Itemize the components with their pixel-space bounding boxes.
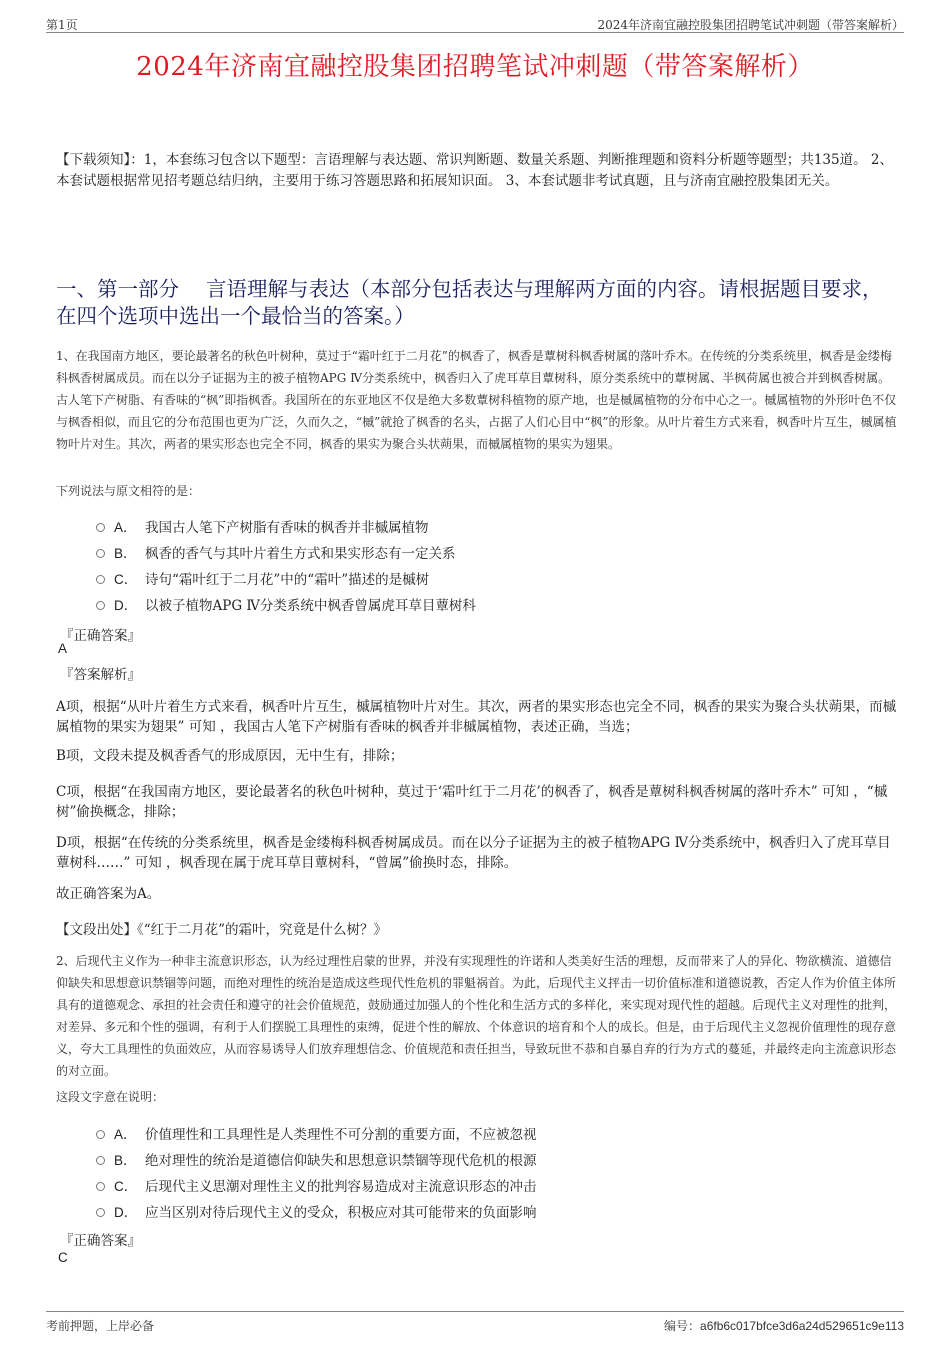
analysis-b: B项，文段未提及枫香香气的形成原因，无中生有，排除； — [56, 748, 404, 764]
radio-icon[interactable] — [96, 549, 105, 558]
question-1-options — [96, 513, 476, 617]
option-b[interactable]: B． 枫香的香气与其叶片着生方式和果实形态有一定关系 — [96, 539, 476, 565]
radio-icon[interactable] — [96, 1130, 105, 1139]
section-heading: 一、第一部分 言语理解与表达（本部分包括表达与理解两方面的内容。请根据题目要求，在四个选项中选出一个最恰当的答案。） — [56, 277, 883, 328]
option-a[interactable]: A． 我国古人笔下产树脂有香味的枫香并非槭属植物 — [96, 513, 476, 539]
question-1-prompt: 下列说法与原文相符的是： — [56, 484, 201, 498]
page-footer — [46, 1311, 904, 1334]
question-2-options — [96, 1120, 537, 1224]
radio-icon[interactable] — [96, 523, 105, 532]
option-d[interactable]: D． 应当区别对待后现代主义的受众，积极应对其可能带来的负面影响 — [96, 1198, 537, 1224]
radio-icon[interactable] — [96, 601, 105, 610]
option-c[interactable]: C． 后现代主义思潮对理性主义的批判容易造成对主流意识形态的冲击 — [96, 1172, 537, 1198]
passage-source: 【文段出处】《“红于二月花”的霜叶，究竟是什么树？》 — [56, 922, 388, 938]
radio-icon[interactable] — [96, 1156, 105, 1165]
document-code: 编号：a6fb6c017bfce3d6a24d529651c9e113 — [664, 1319, 904, 1333]
header-doc-title: 2024年济南宜融控股集团招聘笔试冲刺题（带答案解析） — [597, 18, 904, 32]
option-c[interactable]: C． 诗句“霜叶红于二月花”中的“霜叶”描述的是槭树 — [96, 565, 476, 591]
question-2-passage: 2、后现代主义作为一种非主流意识形态，认为经过理性启蒙的世界，并没有实现理性的许诺和人类美好生活的理想，反而带来了人的异化、物欲横流、道德信仰缺失和思想意识禁锢等问题，而绝对理性的统治是造成这些现代性危机的罪魁祸首。为此，后现代主义抨击一切价值标准和道德说教，否定人作为价值主体所具有的道德观念、承担的社会责任和遵守的社会价值规范，鼓励通过加强人的个性化和生活方式的多样化，来实现对现代性的超越。后现代主义对理性的批判，对差异、多元和个性的强调，有利于人们摆脱工具理性的束缚，促进个性的解放、个体意识的培育和个人的成长。但是，由于后现代主义忽视价值理性的现存意义，夸大工具理性的负面效应，从而容易诱导人们放弃理想信念、价值规范和责任担当，导致玩世不恭和自暴自弃的行为方式的蔓延，并最终走向主流意识形态的对立面。 — [56, 954, 897, 1078]
correct-answer-label: 『正确答案』 — [60, 1233, 141, 1249]
option-b[interactable]: B． 绝对理性的统治是道德信仰缺失和思想意识禁锢等现代危机的根源 — [96, 1146, 537, 1172]
radio-icon[interactable] — [96, 1182, 105, 1191]
download-notice: 【下载须知】：1，本套练习包含以下题型：言语理解与表达题、常识判断题、数量关系题、判断推理题和资料分析题等题型；共135道。 2、本套试题根据常见招考题总结归纳，主要用于练习答题思路和拓展知识面。 3、本套试题非考试真题，且与济南宜融控股集团无关。 — [56, 152, 893, 189]
page-title: 2024年济南宜融控股集团招聘笔试冲刺题（带答案解析） — [136, 52, 814, 82]
analysis-a: A项，根据“从叶片着生方式来看，枫香叶片互生，槭属植物叶片对生。其次，两者的果实形态也完全不同，枫香的果实为聚合头状蒴果，而槭属植物的果实为翅果” 可知 ，我国古人笔下产树脂有香味的枫香并非槭属植物，表述正确，当选； — [56, 699, 897, 735]
correct-answer: C — [58, 1250, 68, 1265]
question-2-prompt: 这段文字意在说明： — [56, 1090, 165, 1104]
question-1-passage: 1、在我国南方地区，要论最著名的秋色叶树种，莫过于“霜叶红于二月花”的枫香了，枫香是蕈树科枫香树属的落叶乔木。在传统的分类系统里，枫香是金缕梅科枫香树属成员。而在以分子证据为主的被子植物APG Ⅳ分类系统中，枫香归入了虎耳草目蕈树科，原分类系统中的蕈树属、半枫荷属也被合并到枫香树属。古人笔下产树脂、有香味的“枫”即指枫香。我国所在的东亚地区不仅是绝大多数蕈树科植物的原产地，也是槭属植物的分布中心之一。槭属植物的外形叶色不仅与枫香相似，而且它的分布范围也更为广泛，久而久之，“槭”就抢了枫香的名头，占据了人们心目中“枫”的形象。从叶片着生方式来看，枫香叶片互生，槭属植物叶片对生。其次，两者的果实形态也完全不同，枫香的果实为聚合头状蒴果，而槭属植物的果实为翅果。 — [56, 349, 897, 451]
radio-icon[interactable] — [96, 1208, 105, 1217]
correct-answer-label: 『正确答案』 — [60, 628, 141, 644]
analysis-d: D项，根据“在传统的分类系统里，枫香是金缕梅科枫香树属成员。而在以分子证据为主的被子植物APG Ⅳ分类系统中，枫香归入了虎耳草目蕈树科……” 可知 ，枫香现在属于虎耳草目蕈树科，“曾属”偷换时态，排除。 — [56, 835, 891, 871]
page-number: 第1页 — [46, 18, 78, 32]
analysis-label: 『答案解析』 — [60, 667, 141, 683]
footer-slogan: 考前押题，上岸必备 — [46, 1319, 155, 1333]
correct-answer: A — [58, 641, 68, 656]
page-header — [46, 12, 904, 33]
option-a[interactable]: A． 价值理性和工具理性是人类理性不可分割的重要方面，不应被忽视 — [96, 1120, 537, 1146]
option-d[interactable]: D． 以被子植物APG Ⅳ分类系统中枫香曾属虎耳草目蕈树科 — [96, 591, 476, 617]
radio-icon[interactable] — [96, 575, 105, 584]
analysis-c: C项，根据“在我国南方地区，要论最著名的秋色叶树种，莫过于‘霜叶红于二月花’的枫香了，枫香是蕈树科枫香树属的落叶乔木” 可知 ，“槭树”偷换概念，排除； — [56, 784, 888, 820]
analysis-conclusion: 故正确答案为A。 — [56, 886, 161, 902]
